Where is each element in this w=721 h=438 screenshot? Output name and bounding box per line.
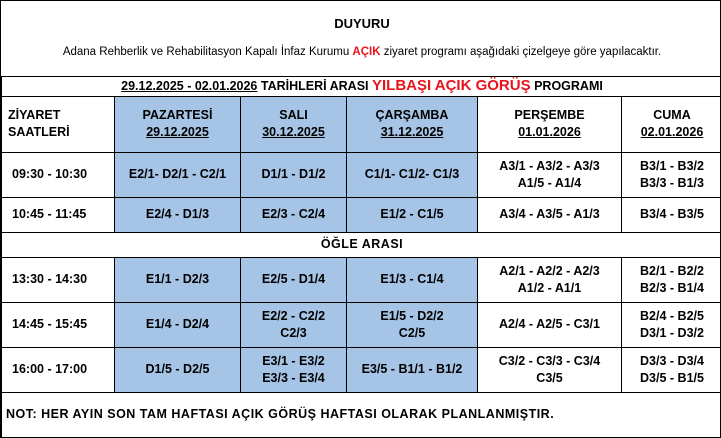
range-middle: TARİHLERİ ARASI bbox=[257, 79, 372, 93]
slot-row bbox=[2, 152, 721, 197]
slot-cell: C3/2 - C3/3 - C3/4 C3/5 bbox=[478, 347, 622, 392]
day-header-friday: CUMA 02.01.2026 bbox=[622, 96, 721, 152]
range-suffix: PROGRAMI bbox=[530, 79, 603, 93]
slot-cell: E2/4 - D1/3 bbox=[115, 197, 241, 232]
header-row bbox=[2, 1, 721, 76]
slot-cell: E2/5 - D1/4 bbox=[241, 257, 347, 302]
slot-cell: E1/5 - D2/2 C2/5 bbox=[347, 302, 478, 347]
slot-cell: D1/1 - D1/2 bbox=[241, 152, 347, 197]
slot-cell: A3/4 - A3/5 - A1/3 bbox=[478, 197, 622, 232]
slot-cell: E2/1- D2/1 - C2/1 bbox=[115, 152, 241, 197]
slot-cell: E1/3 - C1/4 bbox=[347, 257, 478, 302]
slot-row bbox=[2, 347, 721, 392]
schedule-table bbox=[1, 1, 721, 438]
slot-cell: D1/5 - D2/5 bbox=[115, 347, 241, 392]
slot-time: 09:30 - 10:30 bbox=[2, 152, 115, 197]
announcement-title: DUYURU bbox=[334, 16, 390, 32]
slot-cell: E2/2 - C2/2 C2/3 bbox=[241, 302, 347, 347]
slot-cell: D3/3 - D3/4 D3/5 - B1/5 bbox=[622, 347, 721, 392]
note-row bbox=[2, 392, 721, 437]
slot-time: 10:45 - 11:45 bbox=[2, 197, 115, 232]
date-range-cell bbox=[2, 76, 721, 96]
slot-cell: A3/1 - A3/2 - A3/3 A1/5 - A1/4 bbox=[478, 152, 622, 197]
range-dates: 29.12.2025 - 02.01.2026 bbox=[121, 79, 258, 93]
description-part-1: Adana Rehberlik ve Rehabilitasyon Kapalı İnfaz Kurumu bbox=[62, 46, 353, 59]
slot-time: 14:45 - 15:45 bbox=[2, 302, 115, 347]
event-name: YILBAŞI AÇIK GÖRÜŞ bbox=[371, 77, 531, 94]
slot-time: 13:30 - 14:30 bbox=[2, 257, 115, 302]
day-header-monday: PAZARTESİ 29.12.2025 bbox=[115, 96, 241, 152]
slot-cell: E3/5 - B1/1 - B1/2 bbox=[347, 347, 478, 392]
slot-cell: E1/4 - D2/4 bbox=[115, 302, 241, 347]
announcement-description bbox=[4, 44, 721, 61]
slot-cell: B2/1 - B2/2 B2/3 - B1/4 bbox=[622, 257, 721, 302]
description-part-2: ziyaret programı aşağıdaki çizelgeye göre yapılacaktır. bbox=[380, 46, 662, 59]
slot-cell: C1/1- C1/2- C1/3 bbox=[347, 152, 478, 197]
lunch-row bbox=[2, 232, 721, 257]
slot-row bbox=[2, 257, 721, 302]
slot-cell: E1/2 - C1/5 bbox=[347, 197, 478, 232]
day-header-wednesday: ÇARŞAMBA 31.12.2025 bbox=[347, 96, 478, 152]
slot-cell: E1/1 - D2/3 bbox=[115, 257, 241, 302]
day-header-tuesday: SALI 30.12.2025 bbox=[241, 96, 347, 152]
slot-row bbox=[2, 197, 721, 232]
day-header-row bbox=[2, 96, 721, 152]
slot-cell: B3/1 - B3/2 B3/3 - B1/3 bbox=[622, 152, 721, 197]
slot-cell: B3/4 - B3/5 bbox=[622, 197, 721, 232]
announcement-header bbox=[2, 1, 721, 76]
slot-row bbox=[2, 302, 721, 347]
slot-cell: A2/1 - A2/2 - A2/3 A1/2 - A1/1 bbox=[478, 257, 622, 302]
lunch-break: ÖĞLE ARASI bbox=[2, 232, 721, 257]
visit-hours-label: ZİYARET SAATLERİ bbox=[2, 96, 115, 152]
description-highlight: AÇIK bbox=[352, 46, 381, 59]
day-header-thursday: PERŞEMBE 01.01.2026 bbox=[478, 96, 622, 152]
slot-cell: B2/4 - B2/5 D3/1 - D3/2 bbox=[622, 302, 721, 347]
footer-note: NOT: HER AYIN SON TAM HAFTASI AÇIK GÖRÜŞ HAFTASI OLARAK PLANLANMIŞTIR. bbox=[2, 392, 721, 437]
slot-cell: E3/1 - E3/2 E3/3 - E3/4 bbox=[241, 347, 347, 392]
slot-cell: E2/3 - C2/4 bbox=[241, 197, 347, 232]
slot-time: 16:00 - 17:00 bbox=[2, 347, 115, 392]
slot-cell: A2/4 - A2/5 - C3/1 bbox=[478, 302, 622, 347]
date-range-row bbox=[2, 76, 721, 96]
